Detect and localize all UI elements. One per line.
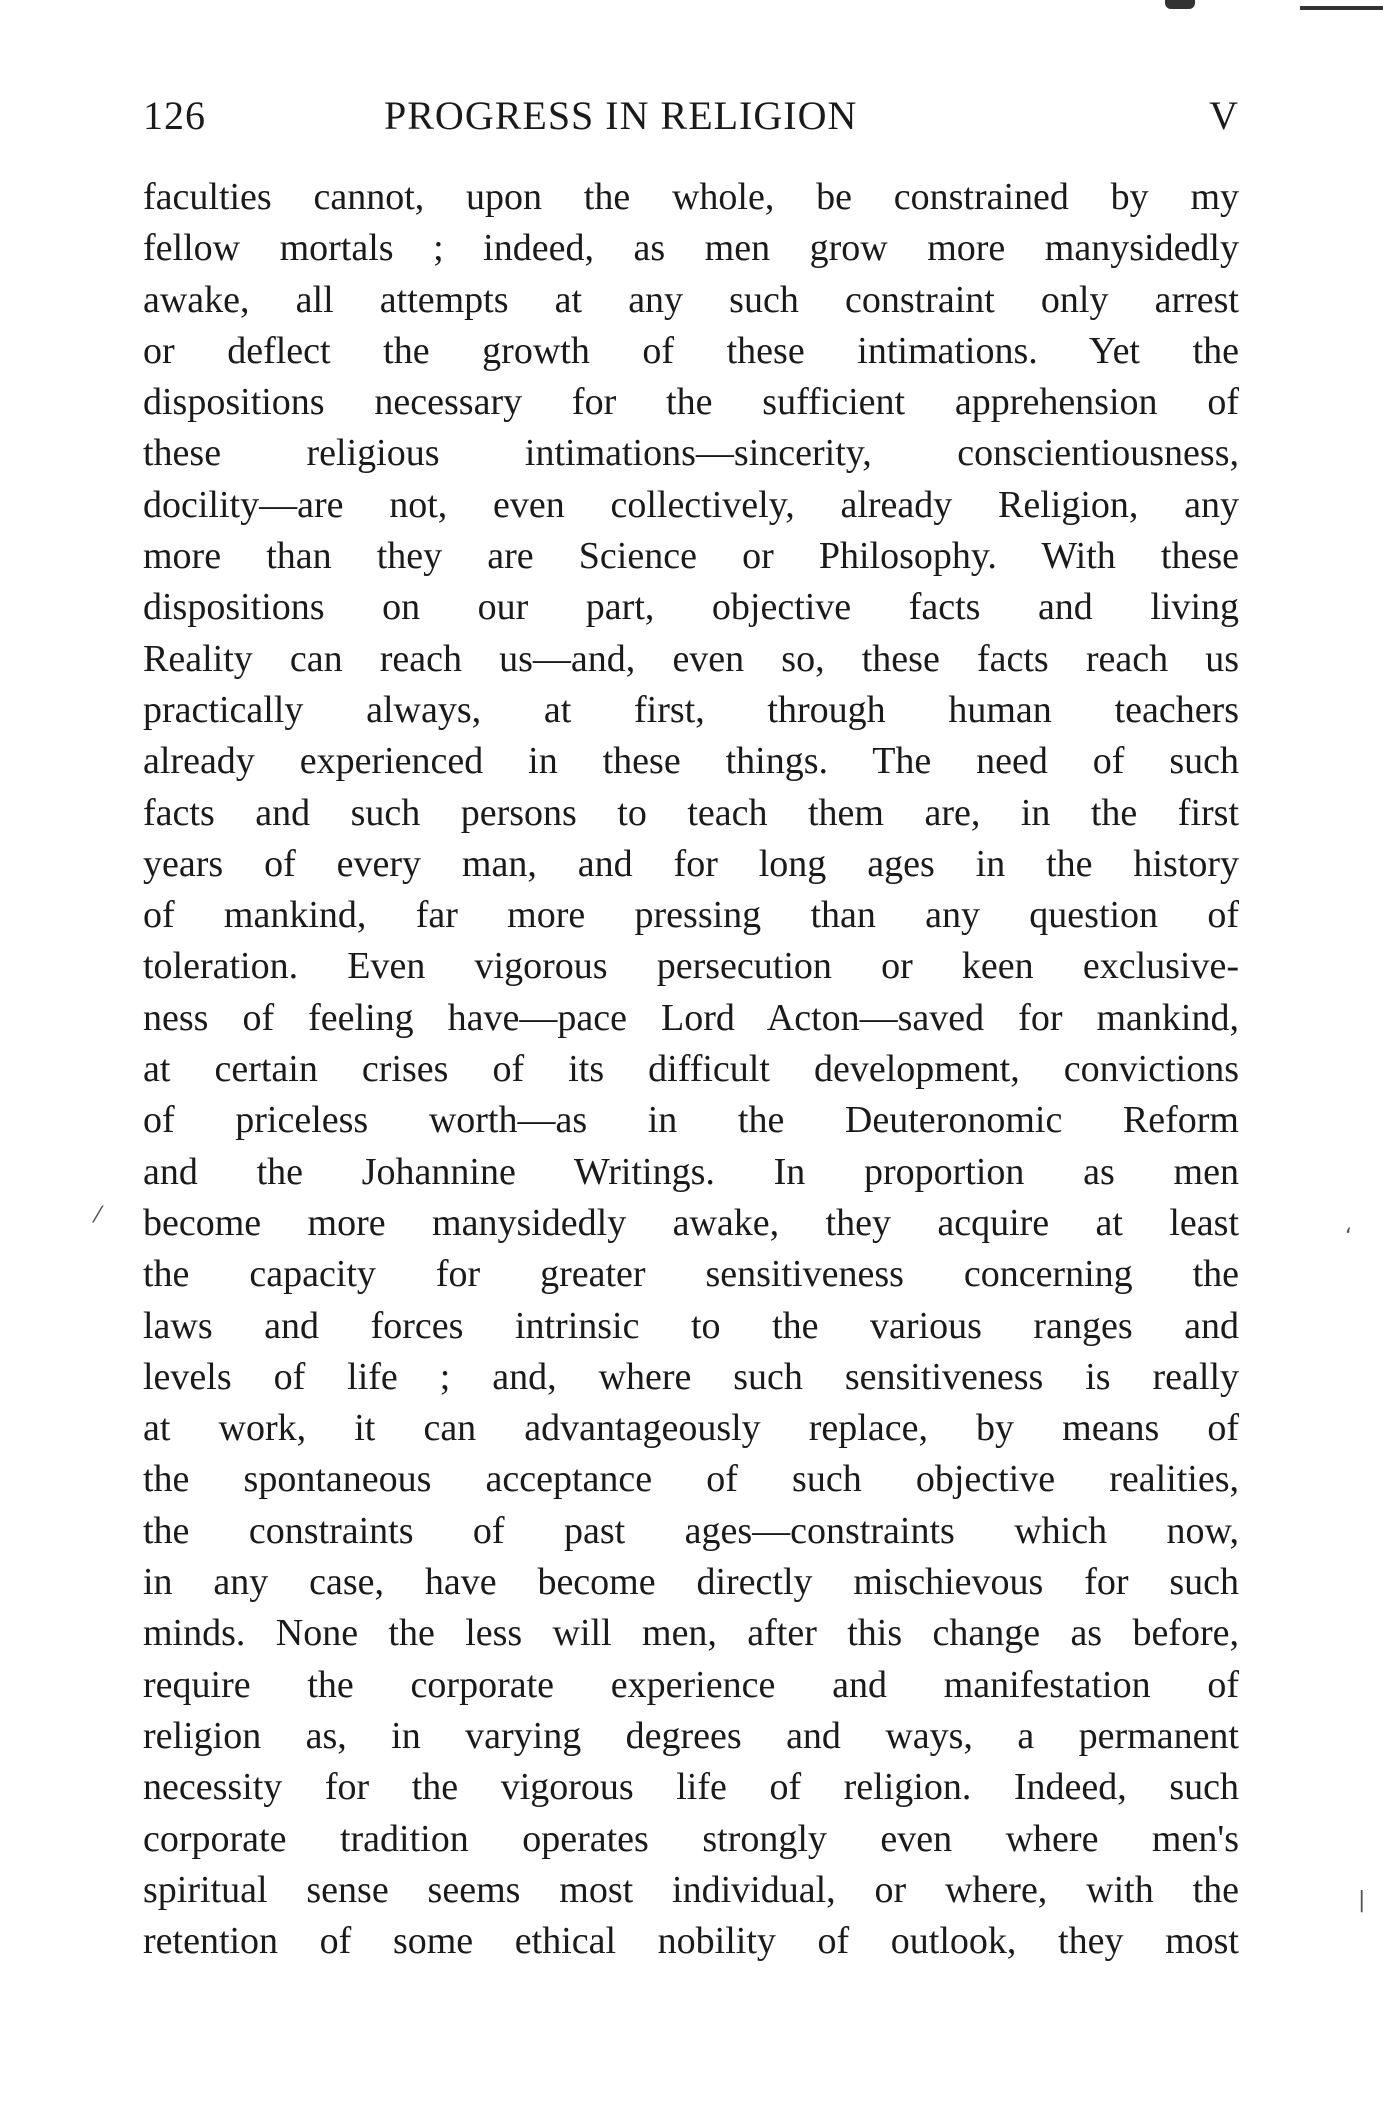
- margin-tick: ⁄: [96, 1203, 100, 1228]
- text-line: religion as, in varying degrees and ways, a permanent: [143, 1714, 1239, 1757]
- chapter-number: V: [1209, 93, 1239, 138]
- text-line: or deflect the growth of these intimations. Yet the: [143, 329, 1239, 372]
- text-line: levels of life ; and, where such sensitiveness is really: [143, 1355, 1239, 1398]
- text-line: necessity for the vigorous life of religion. Indeed, such: [143, 1766, 1239, 1809]
- text-line: Reality can reach us—and, even so, these facts reach us: [143, 637, 1239, 680]
- text-line: toleration. Even vigorous persecution or keen exclusive-: [143, 945, 1239, 988]
- text-line: laws and forces intrinsic to the various ranges and: [143, 1304, 1239, 1347]
- text-line: corporate tradition operates strongly even where men's: [143, 1817, 1239, 1860]
- text-line: dispositions on our part, objective facts and living: [143, 586, 1239, 629]
- page-number: 126: [143, 93, 206, 138]
- running-title: PROGRESS IN RELIGION: [384, 93, 858, 138]
- scan-mark: [1165, 0, 1195, 9]
- text-line: at work, it can advantageously replace, by means of: [143, 1407, 1239, 1450]
- text-line: facts and such persons to teach them are, in the first: [143, 791, 1239, 834]
- text-line: years of every man, and for long ages in the history: [143, 842, 1239, 885]
- text-line: the spontaneous acceptance of such objective realities,: [143, 1458, 1239, 1501]
- text-line: minds. None the less will men, after this change as before,: [143, 1612, 1239, 1655]
- text-line: awake, all attempts at any such constraint only arrest: [143, 278, 1239, 321]
- text-line: fellow mortals ; indeed, as men grow more manysidedly: [143, 227, 1239, 270]
- text-line: and the Johannine Writings. In proportion as men: [143, 1150, 1239, 1193]
- scan-rule: [1300, 6, 1383, 10]
- text-line: faculties cannot, upon the whole, be constrained by my: [143, 176, 1239, 218]
- text-line: of priceless worth—as in the Deuteronomic Reform: [143, 1099, 1239, 1142]
- text-line: at certain crises of its difficult development, convictions: [143, 1048, 1239, 1091]
- body-text: [143, 172, 1239, 1967]
- text-line: the capacity for greater sensitiveness concerning the: [143, 1253, 1239, 1296]
- text-line: practically always, at first, through human teachers: [143, 688, 1239, 731]
- text-line: spiritual sense seems most individual, or where, with the: [143, 1868, 1239, 1911]
- running-head: [143, 92, 1239, 142]
- text-line: dispositions necessary for the sufficient apprehension of: [143, 381, 1239, 424]
- text-line: of mankind, far more pressing than any question of: [143, 894, 1239, 937]
- text-line: these religious intimations—sincerity, conscientiousness,: [143, 432, 1239, 475]
- text-line: already experienced in these things. The need of such: [143, 740, 1239, 783]
- text-line: retention of some ethical nobility of outlook, they most: [143, 1920, 1239, 1963]
- text-line: ness of feeling have—pace Lord Acton—saved for mankind,: [143, 996, 1239, 1039]
- text-line: require the corporate experience and manifestation of: [143, 1663, 1239, 1706]
- text-line: more than they are Science or Philosophy. With these: [143, 535, 1239, 578]
- margin-tick: |: [1358, 1888, 1366, 1913]
- margin-tick: ‘: [1345, 1225, 1352, 1250]
- text-line: docility—are not, even collectively, already Religion, any: [143, 483, 1239, 526]
- text-line: the constraints of past ages—constraints which now,: [143, 1509, 1239, 1552]
- text-line: become more manysidedly awake, they acquire at least: [143, 1201, 1239, 1244]
- text-line: in any case, have become directly mischievous for such: [143, 1561, 1239, 1604]
